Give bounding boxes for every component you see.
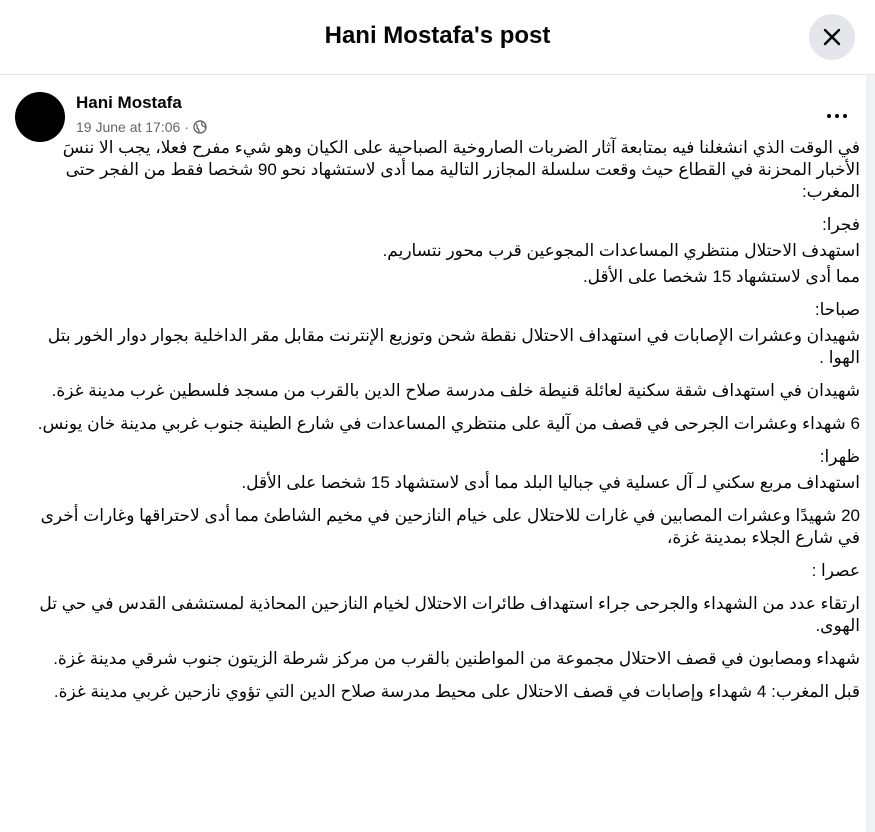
post-paragraph: 6 شهداء وعشرات الجرحى في قصف من آلية على منتظري المساعدات في شارع الطينة جنوب غربي مدينة خان يونس. xyxy=(37,414,860,433)
post-timestamp[interactable]: 19 June at 17:06 xyxy=(76,119,181,135)
post-paragraph: شهيدان في استهداف شقة سكنية لعائلة قنيطة خلف مدرسة صلاح الدين بالقرب من مسجد فلسطين غرب مدينة غزة. xyxy=(51,381,860,400)
post-paragraph: ظهرا: xyxy=(819,447,860,466)
post-paragraph: في الوقت الذي انشغلنا فيه بمتابعة آثار الضربات الصاروخية الصباحية على الكيان وهو شيء مفرح فعلا، يجب الا ننسَ الأخبار المحزنة في القطاع حيث وقعت سلسلة المجازر التالية مما أدى لاستشهاد نحو 90 شخصا فقط من الفجر حتى المغرب: xyxy=(62,138,860,201)
more-icon-dot xyxy=(827,114,831,118)
post-paragraph: استهدف الاحتلال منتظري المساعدات المجوعين قرب محور نتساريم. xyxy=(382,241,860,260)
post-body xyxy=(16,137,860,714)
dialog-title: Hani Mostafa's post xyxy=(324,22,551,49)
post-paragraph: شهيدان وعشرات الإصابات في استهداف الاحتلال نقطة شحن وتوزيع الإنترنت مقابل مقر الداخلية بجوار دوار الخور بتل الهوا . xyxy=(47,326,860,367)
post-paragraph: ارتقاء عدد من الشهداء والجرحى جراء استهداف طائرات الاحتلال لخيام النازحين المحاذية لمستشفى القدس في حي تل الهوى. xyxy=(39,594,860,635)
scrollbar[interactable] xyxy=(866,75,875,832)
post-paragraph: عصرا : xyxy=(811,561,860,580)
post-paragraph: شهداء ومصابون في قصف الاحتلال مجموعة من المواطنين بالقرب من مركز شرطة الزيتون جنوب شرقي مدينة غزة. xyxy=(53,649,860,668)
more-options-button[interactable] xyxy=(822,101,852,131)
author-name[interactable]: Hani Mostafa xyxy=(76,93,182,112)
avatar[interactable] xyxy=(15,92,65,142)
post-paragraph: 20 شهيدًا وعشرات المصابين في غارات للاحتلال على خيام النازحين في مخيم الشاطئ مما أدى لاحتراقها وغارات أخرى في شارع الجلاء بمدينة غزة، xyxy=(40,506,860,547)
close-button[interactable] xyxy=(809,14,855,60)
close-icon xyxy=(822,27,842,47)
post-paragraph: قبل المغرب: 4 شهداء وإصابات في قصف الاحتلال على محيط مدرسة صلاح الدين التي تؤوي نازحين غربي مدينة غزة. xyxy=(53,682,860,701)
globe-icon[interactable] xyxy=(193,120,207,134)
post-paragraph: استهداف مربع سكني لـ آل عسلية في جباليا البلد مما أدى لاستشهاد 15 شخصا على الأقل. xyxy=(241,473,860,492)
more-icon-dot xyxy=(843,114,847,118)
post-meta xyxy=(76,119,207,135)
more-icon-dot xyxy=(835,114,839,118)
post-paragraph: مما أدى لاستشهاد 15 شخصا على الأقل. xyxy=(582,267,860,286)
post-paragraph: فجرا: xyxy=(822,215,860,234)
post-paragraph: صباحا: xyxy=(814,300,860,319)
meta-separator: · xyxy=(184,119,189,135)
post-dialog-header xyxy=(0,0,875,75)
